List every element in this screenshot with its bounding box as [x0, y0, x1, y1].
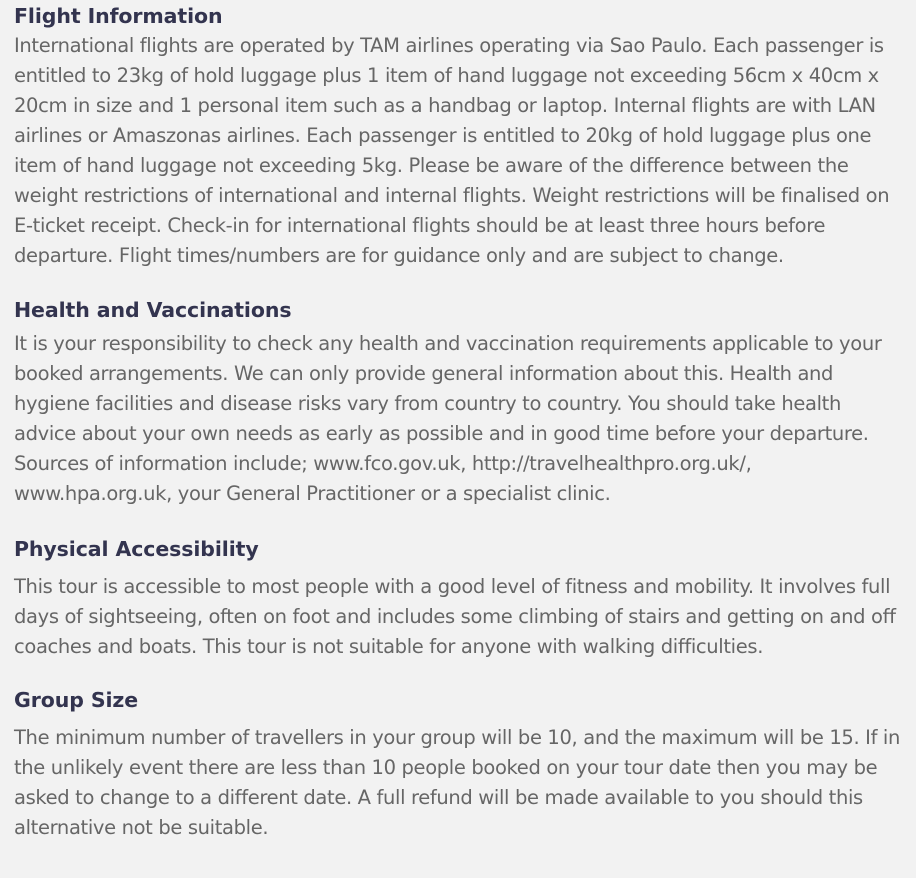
physical-accessibility-text: This tour is accessible to most people with a good level of fitness and mobility. It involves full days of sightseeing, often on foot and includes some climbing of stairs and getting on and off coaches and boats. This tour is not suitable for anyone with walking difficulties.	[14, 575, 896, 658]
physical-accessibility-section	[14, 536, 902, 662]
health-vaccinations-section	[14, 297, 902, 509]
flight-information-section	[14, 0, 902, 271]
physical-accessibility-heading: Physical Accessibility	[14, 537, 259, 561]
health-vaccinations-heading: Health and Vaccinations	[14, 298, 292, 322]
group-size-text: The minimum number of travellers in your group will be 10, and the maximum will be 15. If in the unlikely event there are less than 10 people booked on your tour date then you may be asked to change to a different date. A full refund will be made available to you should this alternative not be suitable.	[14, 726, 901, 839]
flight-information-text: International flights are operated by TAM airlines operating via Sao Paulo. Each passenger is entitled to 23kg of hold luggage plus 1 item of hand luggage not exceeding 56cm x 40cm x 20cm in size and 1 personal item such as a handbag or laptop. Internal flights are with LAN airlines or Amaszonas airlines. Each passenger is entitled to 20kg of hold luggage plus one item of hand luggage not exceeding 5kg. Please be aware of the difference between the weight restrictions of international and internal flights. Weight restrictions will be finalised on E-ticket receipt. Check-in for international flights should be at least three hours before departure. Flight times/numbers are for guidance only and are subject to change.	[14, 34, 890, 267]
health-vaccinations-text: It is your responsibility to check any health and vaccination requirements applicable to your booked arrangements. We can only provide general information about this. Health and hygiene facilities and disease risks vary from country to country. You should take health advice about your own needs as early as possible and in good time before your departure. Sources of information include; www.fco.gov.uk, http://travelhealthpro.org.uk/, www.hpa.org.uk, your General Practitioner or a specialist clinic.	[14, 332, 882, 505]
group-size-heading: Group Size	[14, 688, 139, 712]
group-size-section	[14, 687, 902, 843]
flight-information-heading: Flight Information	[14, 4, 223, 28]
